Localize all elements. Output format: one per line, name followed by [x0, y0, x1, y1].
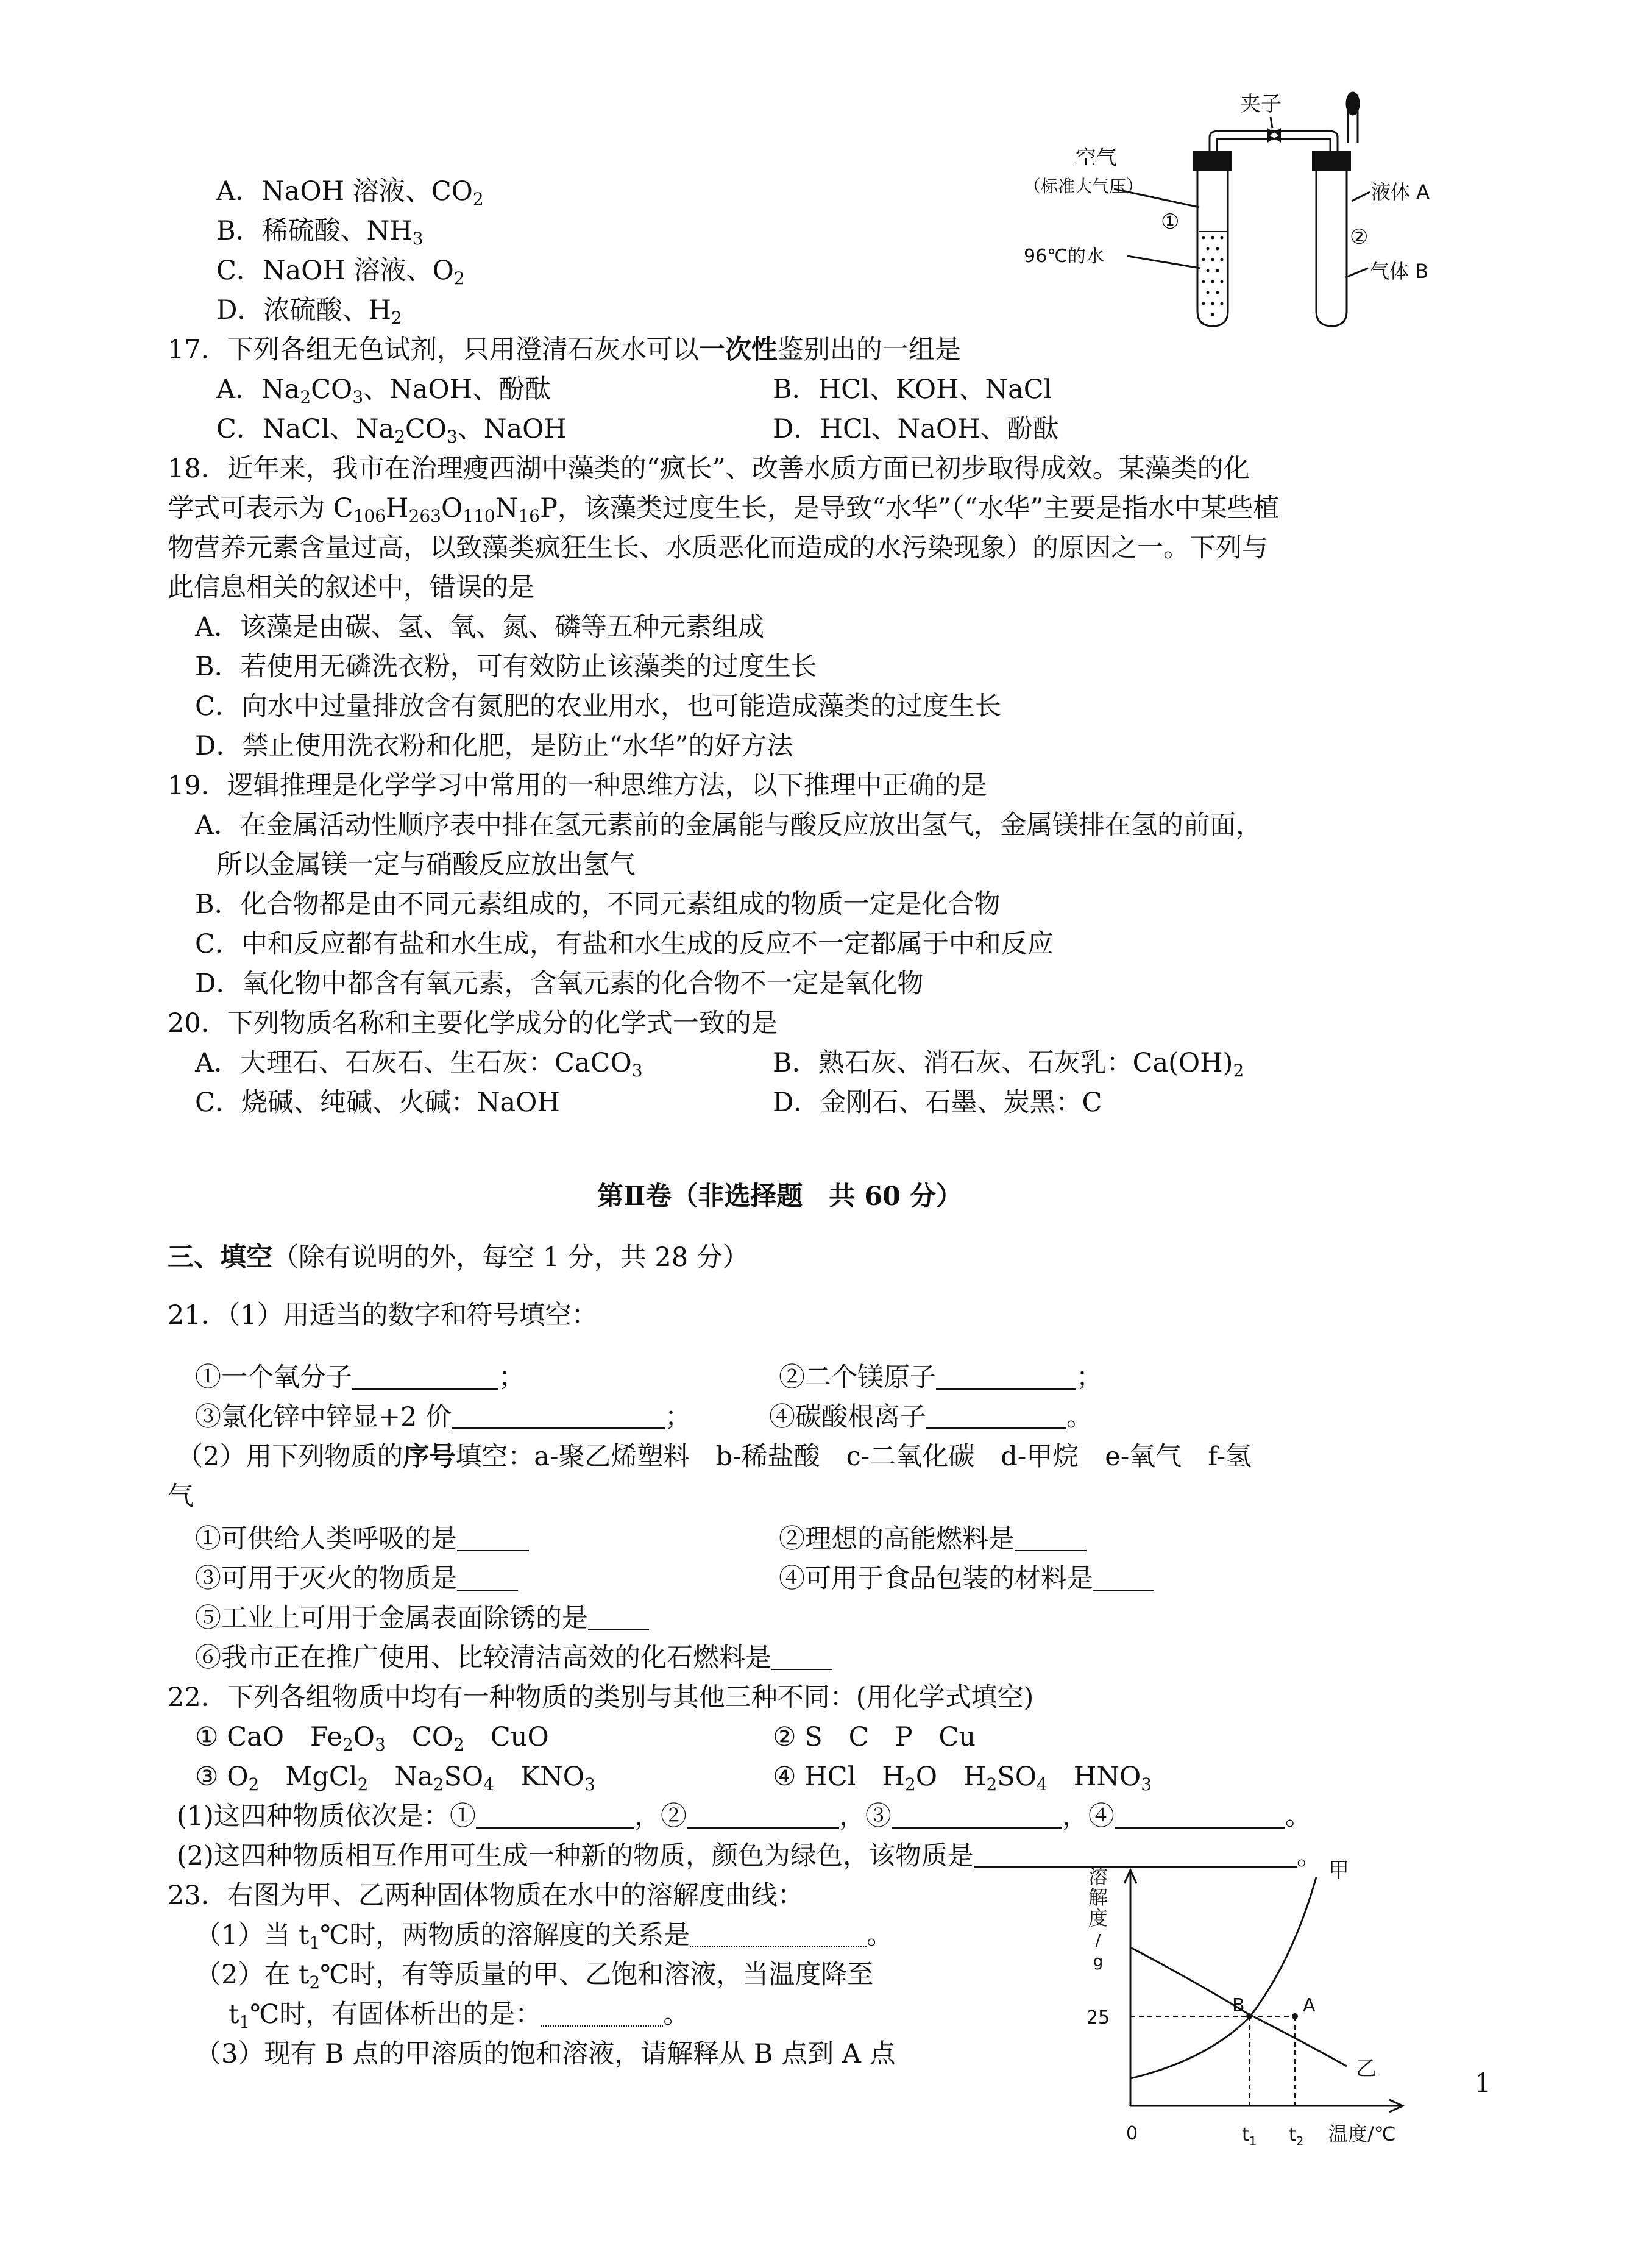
q16-option-a: A．NaOH 溶液、$CO_2$ — [216, 176, 484, 209]
q21-part1-stem: 21．（1）用适当的数字和符号填空： — [168, 1300, 598, 1331]
q17-option-c: C．NaCl、$Na_2CO_3$、NaOH — [216, 414, 567, 447]
q16-option-b: B．稀硫酸、$NH_3$ — [216, 216, 424, 249]
q22-group2: ② S C P Cu — [773, 1722, 976, 1752]
q23-part2-line2: $t_1℃$时，有固体析出的是： 。 — [229, 1999, 690, 2032]
y-axis-label-char: g — [1093, 1952, 1104, 1971]
x-tick-t1: $t_1$ — [1242, 2124, 1257, 2149]
q16-option-c: C．NaOH 溶液、$O_2$ — [216, 255, 465, 288]
q17-option-d: D．HCl、NaOH、酚酞 — [773, 414, 1059, 444]
q22-group3: ③ $O_2$ MgCl$_2$ $Na_2SO_4$ $KNO_3$ — [195, 1761, 595, 1794]
q20-option-b: B．熟石灰、消石灰、石灰乳：$Ca(OH)_2$ — [773, 1048, 1244, 1081]
q21-sub6: ⑥我市正在推广使用、比较清洁高效的化石燃料是 — [195, 1641, 832, 1675]
apparatus-figure — [999, 85, 1438, 341]
q21-sub4: ④可用于食品包装的材料是 — [779, 1562, 1154, 1596]
section3-heading: 三、填空（除有说明的外，每空 1 分，共 28 分） — [168, 1242, 749, 1273]
origin-label: 0 — [1126, 2123, 1138, 2144]
q21-blank1[interactable] — [352, 1363, 498, 1390]
q19-option-d: D．氧化物中都含有氧元素，含氧元素的化合物不一定是氧化物 — [195, 969, 924, 999]
liquid-a-label: 液体 A — [1371, 180, 1430, 204]
q22-group1: ① CaO $Fe_2O_3$ $CO_2$ CuO — [195, 1722, 549, 1755]
page-number: 1 — [1475, 2068, 1492, 2099]
q20-stem: 20．下列物质名称和主要化学成分的化学式一致的是 — [168, 1008, 778, 1039]
q22-stem: 22．下列各组物质中均有一种物质的类别与其他三种不同：(用化学式填空) — [168, 1682, 1034, 1713]
q22-answer2: (2)这四种物质相互作用可生成一种新的物质，颜色为绿色，该物质是 。 — [177, 1841, 1323, 1871]
q16-option-d: D．浓硫酸、$H_2$ — [216, 295, 402, 328]
q21-item3: ③氯化锌中锌显+2 价 ； — [195, 1402, 692, 1432]
q17-option-b: B．HCl、KOH、NaCl — [773, 374, 1052, 405]
q21-sub5-blank[interactable] — [588, 1606, 649, 1630]
q22-group4: ④ HCl $H_2O$ $H_2SO_4$ $HNO_3$ — [773, 1761, 1152, 1794]
q21-sub4-blank[interactable] — [1093, 1566, 1154, 1591]
q20-option-a: A．大理石、石灰石、生石灰：CaCO$_3$ — [195, 1048, 643, 1081]
q22-blank4[interactable] — [1115, 1802, 1285, 1829]
q18-stem-line2: 学式可表示为 $C_{106}H_{263}O_{110}N_{16}P$，该藻类过度生长，是导致“水华”（“水华”主要是指水中某些植 — [168, 493, 1280, 526]
q22-blank2[interactable] — [687, 1802, 839, 1829]
tube1-label: ① — [1161, 210, 1180, 234]
q23-blank1[interactable] — [690, 1923, 867, 1947]
q21-sub5: ⑤工业上可用于金属表面除锈的是 — [195, 1601, 649, 1635]
q21-item1: ①一个氧分子 ； — [195, 1362, 525, 1393]
part2-title: 第Ⅱ卷（非选择题 共 60 分） — [597, 1181, 963, 1212]
tube2-label: ② — [1350, 225, 1369, 249]
q18-option-a: A．该藻是由碳、氢、氧、氮、磷等五种元素组成 — [195, 612, 765, 642]
y-axis-label-char: 溶 — [1088, 1865, 1108, 1888]
q18-option-c: C．向水中过量排放含有氮肥的农业用水，也可能造成藻类的过度生长 — [195, 691, 1001, 722]
q21-sub1-blank[interactable] — [457, 1527, 529, 1551]
point-b-label: B — [1232, 1995, 1245, 2016]
q19-option-b: B．化合物都是由不同元素组成的，不同元素组成的物质一定是化合物 — [195, 889, 1001, 920]
series-jia-curve — [1130, 1877, 1316, 2078]
q21-sub2: ②理想的高能燃料是 — [779, 1522, 1087, 1556]
point-a-label: A — [1303, 1995, 1316, 2016]
q21-sub3-blank[interactable] — [457, 1566, 518, 1591]
y-axis-label-char: / — [1095, 1932, 1101, 1950]
q21-item2: ②二个镁原子 ； — [779, 1362, 1102, 1393]
y-axis-label-char: 解 — [1088, 1886, 1108, 1909]
q18-stem-line1: 18．近年来，我市在治理瘦西湖中藻类的“疯长”、改善水质方面已初步取得成效。某藻类的化 — [168, 453, 1250, 484]
clip-label: 夹子 — [1240, 92, 1282, 116]
q23-part2-line1: （2）在 $t_2℃$时，有等质量的甲、乙饱和溶液，当温度降至 — [195, 1960, 874, 1992]
series-yi-label: 乙 — [1356, 2056, 1377, 2081]
q21-item4: ④碳酸根离子 。 — [769, 1402, 1093, 1432]
q23-blank2[interactable] — [541, 2002, 663, 2027]
water-label: 96℃的水 — [1024, 246, 1104, 267]
q20-option-d: D．金刚石、石墨、炭黑：C — [773, 1087, 1102, 1118]
q19-option-a-line1: A．在金属活动性顺序表中排在氢元素前的金属能与酸反应放出氢气，金属镁排在氢的前面， — [195, 810, 1263, 841]
q18-option-b: B．若使用无磷洗衣粉，可有效防止该藻类的过度生长 — [195, 652, 817, 682]
air-label: 空气 — [1076, 146, 1117, 170]
q23-part1: （1）当 $t_1℃$时，两物质的溶解度的关系是 。 — [195, 1920, 893, 1953]
q21-sub6-blank[interactable] — [771, 1646, 832, 1670]
point-a — [1292, 2013, 1298, 2019]
q21-sub1: ①可供给人类呼吸的是 — [195, 1522, 529, 1556]
q21-sub2-blank[interactable] — [1015, 1527, 1087, 1551]
q19-stem: 19．逻辑推理是化学学习中常用的一种思维方法，以下推理中正确的是 — [168, 770, 987, 801]
q21-blank2[interactable] — [936, 1363, 1076, 1390]
y-axis-label — [1088, 1865, 1108, 1971]
q21-part2-wrap: 气 — [168, 1481, 194, 1512]
x-axis-label: 温度/℃ — [1328, 2122, 1396, 2145]
q22-blank3[interactable] — [892, 1802, 1062, 1829]
gas-b-label: 气体 B — [1370, 260, 1429, 283]
y-tick-25: 25 — [1086, 2007, 1110, 2028]
q21-blank3[interactable] — [452, 1403, 665, 1429]
x-tick-t2: $t_2$ — [1289, 2124, 1304, 2149]
q20-option-c: C．烧碱、纯碱、火碱：NaOH — [195, 1087, 560, 1118]
q19-option-a-line2: 所以金属镁一定与硝酸反应放出氢气 — [216, 850, 636, 880]
pressure-label: （标准大气压） — [1024, 176, 1144, 196]
solubility-chart — [1072, 1859, 1414, 2164]
q22-blank1[interactable] — [476, 1802, 634, 1829]
q21-sub3: ③可用于灭火的物质是 — [195, 1562, 518, 1596]
q23-part3: （3）现有 B 点的甲溶质的饱和溶液，请解释从 B 点到 A 点 — [195, 2039, 896, 2069]
point-b — [1246, 2013, 1252, 2019]
q17-stem: 17．下列各组无色试剂，只用澄清石灰水可以一次性鉴别出的一组是 — [168, 335, 961, 365]
q18-option-d: D．禁止使用洗衣粉和化肥，是防止“水华”的好方法 — [195, 731, 793, 761]
q22-answer1: (1)这四种物质依次是：① ，② ，③ ，④ 。 — [177, 1801, 1311, 1832]
y-axis-label-char: 度 — [1088, 1907, 1108, 1930]
q21-blank4[interactable] — [926, 1403, 1066, 1429]
q19-option-c: C．中和反应都有盐和水生成，有盐和水生成的反应不一定都属于中和反应 — [195, 929, 1054, 959]
q17-option-a: A．$Na_2CO_3$、NaOH、酚酞 — [216, 374, 551, 407]
series-jia-label: 甲 — [1328, 1859, 1349, 1883]
q18-stem-line4: 此信息相关的叙述中，错误的是 — [168, 572, 534, 603]
q18-stem-line3: 物营养元素含量过高，以致藻类疯狂生长、水质恶化而造成的水污染现象）的原因之一。下列与 — [168, 533, 1268, 563]
q21-part2-stem: （2）用下列物质的序号填空：a-聚乙烯塑料 b-稀盐酸 c-二氧化碳 d-甲烷 e-氧气 f-氢 — [177, 1441, 1252, 1472]
q23-stem: 23．右图为甲、乙两种固体物质在水中的溶解度曲线： — [168, 1880, 804, 1911]
